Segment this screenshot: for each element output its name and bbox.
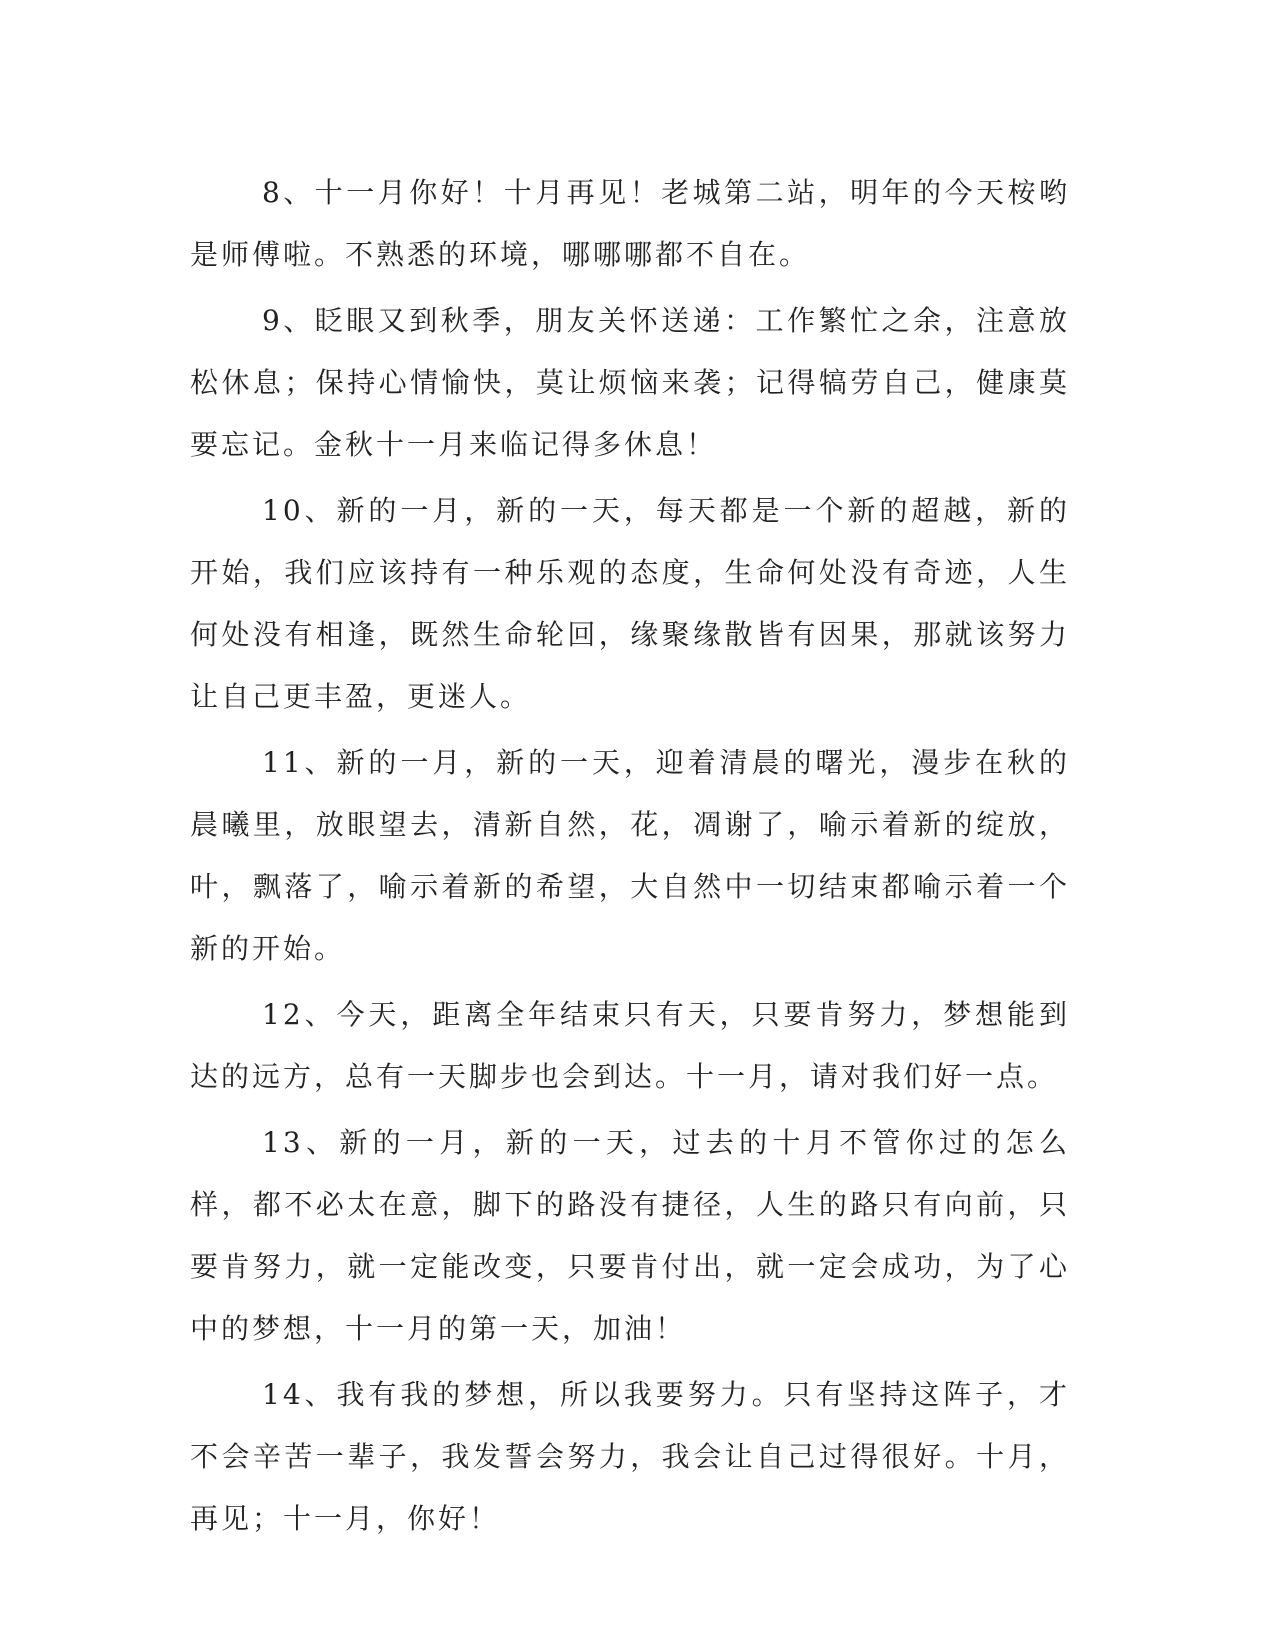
document-body xyxy=(190,162,1070,1554)
paragraph-11: 11、新的一月，新的一天，迎着清晨的曙光，漫步在秋的晨曦里，放眼望去，清新自然，花，凋谢了，喻示着新的绽放，叶，飘落了，喻示着新的希望，大自然中一切结束都喻示着一个新的开始。 xyxy=(190,746,1070,965)
paragraph-9: 9、眨眼又到秋季，朋友关怀送递：工作繁忙之余，注意放松休息；保持心情愉快，莫让烦恼来袭；记得犒劳自己，健康莫要忘记。金秋十一月来临记得多休息！ xyxy=(190,304,1070,461)
paragraph-13: 13、新的一月，新的一天，过去的十月不管你过的怎么样，都不必太在意，脚下的路没有捷径，人生的路只有向前，只要肯努力，就一定能改变，只要肯付出，就一定会成功，为了心中的梦想，十一月的第一天，加油！ xyxy=(190,1126,1070,1345)
paragraph-8: 8、十一月你好！十月再见！老城第二站，明年的今天桉哟是师傅啦。不熟悉的环境，哪哪哪都不自在。 xyxy=(190,176,1070,271)
paragraph-14: 14、我有我的梦想，所以我要努力。只有坚持这阵子，才不会辛苦一辈子，我发誓会努力，我会让自己过得很好。十月，再见；十一月，你好！ xyxy=(190,1378,1070,1535)
paragraph-10: 10、新的一月，新的一天，每天都是一个新的超越，新的开始，我们应该持有一种乐观的态度，生命何处没有奇迹，人生何处没有相逢，既然生命轮回，缘聚缘散皆有因果，那就该努力让自己更丰盈，更迷人。 xyxy=(190,494,1070,713)
paragraph-12: 12、今天，距离全年结束只有天，只要肯努力，梦想能到达的远方，总有一天脚步也会到达。十一月，请对我们好一点。 xyxy=(190,998,1070,1093)
